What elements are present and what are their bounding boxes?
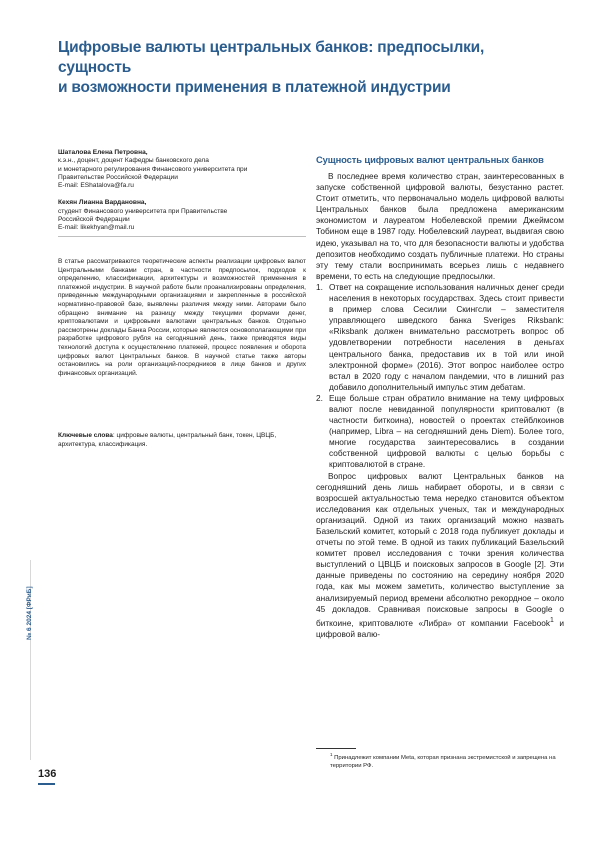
closing-paragraph — [316, 471, 564, 640]
premises-list — [316, 282, 564, 471]
authors-block — [58, 149, 306, 242]
intro-paragraph: В последнее время количество стран, заинтересованных в запуске собственной цифровой валюты, безустанно растет. Стоит отметить, что первоначально модель цифровой валюты Центральных банков была предложена американским экономистом и лауреатом Нобелевской премии Джеймсом Тобином еще в 1987 году. Нобелевский лауреат, выдвигая свою идею, указывал на то, что для безопасности валюты и удобства депозитов необходимо создать публичные платежи. Но страны эту тему стали воспринимать всерьез лишь с недавнего времени, то есть на следующие предпосылки. — [316, 171, 564, 281]
footnote — [316, 751, 564, 770]
journal-issue-label: № 6 2024 [ФРиБ] — [26, 586, 33, 640]
closing-text: Вопрос цифровых валют Центральных банков на сегодняшний день лишь набирает обороты, и в связи с возросшей актуальностью тема нередко становится объектом исследования как отдельных ученых, так и международных организаций. Одной из таких организаций можно назвать Базельский комитет, который с 2018 года публикует доклады и отчеты по этой теме. В одной из таких публикаций Базельский комитет провел исследования с точки зрения количества выступлений о ЦВЦБ и поисковых запросов в Google [2]. Эти данные приведены по состоянию на середину ноября 2020 года, как мы можем заметить, количество выступление за анализируемый период времени абсолютно рекордное – около 45 докладов. Сравнивая поисковые запросы в Google о биткоине, криптовалюте «Либра» от компании Facebook — [316, 470, 564, 628]
list-item-text: Еще больше стран обратило внимание на тему цифровых валют после невиданной популярности криптовалют (в частности биткоина), новостей о проектах стейблкоинов (например, Libra – на сегодняшний день Diem). Более того, многие государства заинтересовались в создании собственной цифровой валюты с целью борьбы с криптовалютой в стране. — [329, 392, 564, 470]
footnote-mark: 1 — [330, 752, 333, 757]
list-item — [316, 393, 564, 471]
list-item-number: 2. — [316, 392, 323, 403]
abstract: В статье рассматриваются теоретические аспекты реализации цифровых валют Центральными банками стран, в частности предпосылок, подходов к определению, классификации, архитектуры и возможностей применения в платежной индустрии. В научной работе были проанализированы определения, приведенные международными организациями и закрепленные в российской нормативно-правовой базе, выявлены различия между ними. Авторами было обращено внимание на разницу между текущими формами денег, криптовалютами и цифровыми валютами центральных банков. Отдельно рассмотрены доклады Банка России, которые являются основополагающими при разработке цифрового рубля на сегодняшний день, также приводятся виды технологий доступа к осуществлению платежей, процесс появления и оборота цифровых валют Центральных банков. В научной статье также авторы остановились на роли организаций-посредников в лице банков и других финансовых организаций. — [58, 258, 306, 377]
author-name: Кехян Лианна Вардановна, — [58, 199, 147, 207]
author-email: E-mail: EShatalova@fa.ru — [58, 182, 134, 190]
author-affiliation: Российской Федерации — [58, 216, 130, 224]
author-affiliation: студент Финансового университета при Правительстве — [58, 207, 228, 215]
section-title: Сущность цифровых валют центральных банков — [316, 154, 544, 165]
keywords-text: : цифровые валюты, центральный банк, токен, ЦВЦБ, архитектура, классификация. — [58, 432, 277, 448]
author-affiliation: Правительстве Российской Федерации — [58, 173, 178, 181]
list-item-number: 1. — [316, 281, 323, 292]
page-number: 136 — [38, 768, 57, 780]
author-affiliation: к.э.н., доцент, доцент Кафедры банковского дела — [58, 157, 209, 165]
article-title — [58, 38, 558, 98]
page-number-bar — [38, 783, 55, 785]
author-email: E-mail: likekhyan@mail.ru — [58, 224, 135, 232]
section-body — [316, 171, 564, 640]
footnote-divider — [316, 748, 356, 749]
author-2 — [58, 199, 306, 232]
list-item-text: Ответ на сокращение использования наличных денег среди населения в некоторых государствах. Здесь стоит привести в пример слова Сесилии Скингсли – заместителя управляющего шведского банка Sveriges Riksbank: «Riksbank должен внимательно рассмотреть вопрос об удовлетворении потребности населения в деньгах центрального банка, предоставив их в той или иной электронной форме» (2016). Этот вопрос наиболее остро встал в 2020 году с началом пандемии, что в лишний раз добавило дополнительный импульс этим дебатам. — [329, 281, 564, 392]
keywords-label: Ключевые слова — [58, 432, 113, 439]
author-1 — [58, 149, 306, 190]
footnote-ref: 1 — [550, 616, 554, 624]
title-line-1: Цифровые валюты центральных банков: предпосылки, сущность — [58, 39, 485, 76]
keywords — [58, 432, 306, 449]
author-affiliation: и монетарного регулирования Финансового университета при — [58, 165, 248, 173]
closing-text-end: и цифровой валю- — [316, 617, 564, 639]
footnote-text: Принадлежит компании Meta, которая признана экстремистской и запрещена на территории РФ. — [330, 754, 556, 769]
list-item — [316, 282, 564, 393]
author-name: Шаталова Елена Петровна, — [58, 149, 148, 156]
divider — [58, 236, 306, 237]
title-line-2: и возможности применения в платежной индустрии — [58, 79, 451, 96]
